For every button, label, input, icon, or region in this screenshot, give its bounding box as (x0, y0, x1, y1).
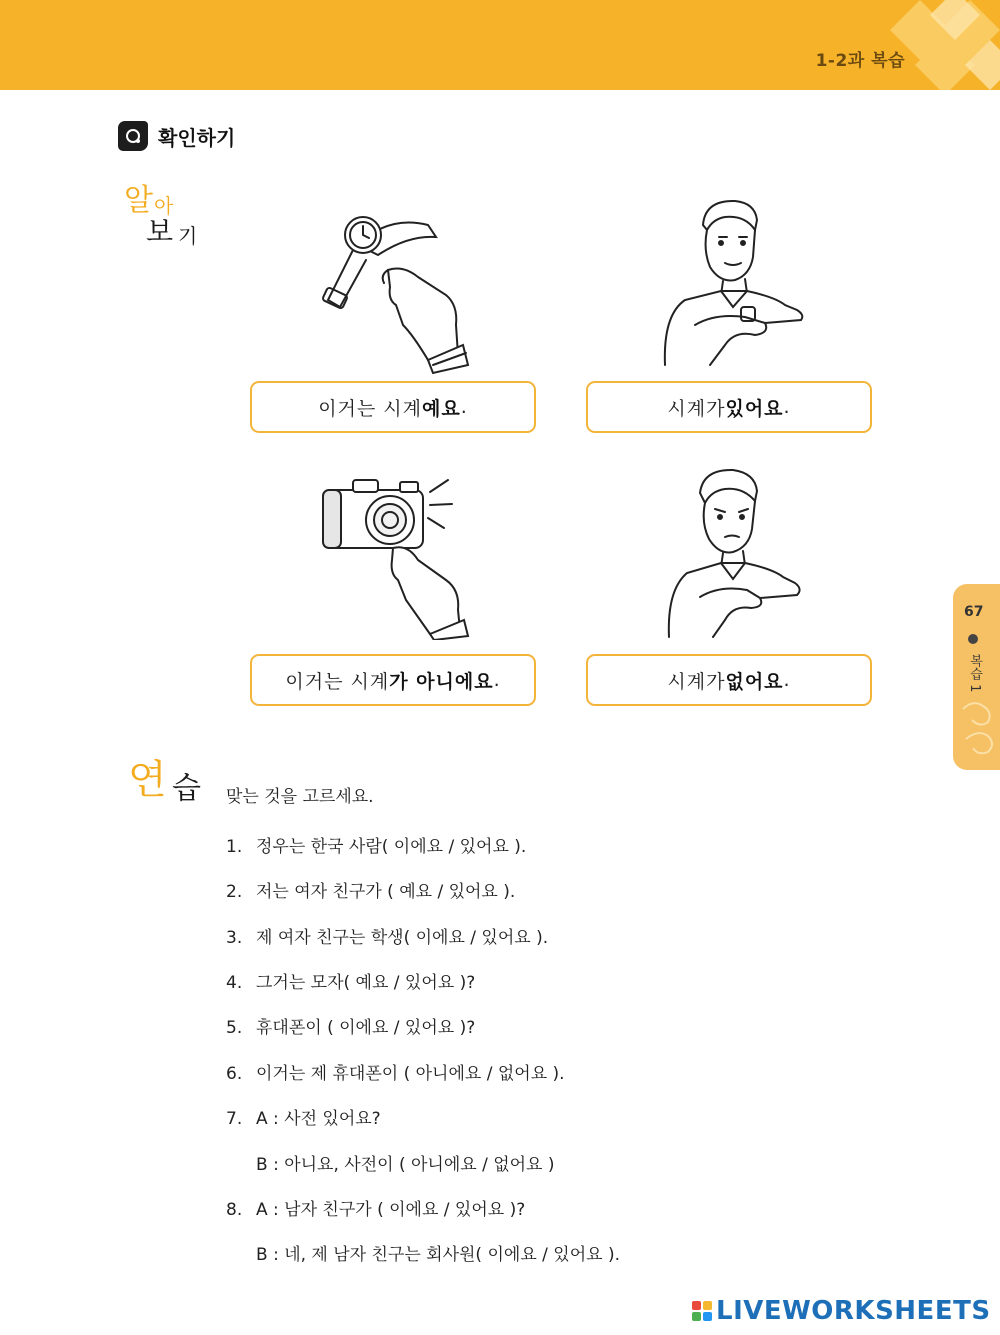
exercise-text[interactable]: 휴대폰이 ( 이에요 / 있어요 )? (256, 1018, 476, 1038)
man-checking-watch-illustration (655, 195, 805, 370)
exercise-number: 8. (226, 1200, 243, 1220)
sentence-box-4 (586, 654, 872, 706)
exercise-number: 5. (226, 1018, 243, 1038)
exercise-text[interactable]: 그거는 모자( 예요 / 있어요 )? (256, 973, 476, 993)
alabogi-char-1: 알 (124, 183, 153, 218)
section-title: 확인하기 (158, 125, 236, 150)
section-badge-icon (118, 121, 148, 151)
sentence-3-end: . (493, 669, 501, 691)
exercise-item-1[interactable] (226, 832, 526, 857)
sentence-box-1 (250, 381, 536, 433)
exercise-number: 3. (226, 928, 243, 948)
sentence-4-plain: 시계가 (667, 670, 726, 693)
sentence-box-2 (586, 381, 872, 433)
exercise-item-3[interactable] (226, 923, 548, 948)
exercise-item-5[interactable] (226, 1013, 475, 1038)
section-heading (118, 118, 235, 154)
sentence-2-end: . (783, 396, 791, 418)
sentence-1-end: . (460, 396, 468, 418)
sentence-1-bold: 예요 (422, 397, 461, 420)
exercise-item-8-answer-line[interactable]: B : 네, 제 남자 친구는 회사원( 이에요 / 있어요 ). (256, 1245, 620, 1265)
sentence-1-plain: 이거는 시계 (318, 397, 423, 420)
exercise-item-7[interactable] (226, 1104, 381, 1129)
sentence-2-bold: 있어요 (725, 397, 784, 420)
alabogi-label (124, 183, 214, 250)
sentence-2-plain: 시계가 (667, 397, 726, 420)
exercise-number: 7. (226, 1109, 243, 1129)
watch-pointing-illustration (318, 205, 478, 375)
header-bar (0, 0, 1000, 90)
exercise-item-4[interactable] (226, 968, 475, 993)
exercise-text[interactable]: 이거는 제 휴대폰이 ( 아니에요 / 없어요 ). (256, 1064, 565, 1084)
side-page-tab (953, 584, 1000, 770)
exercise-text[interactable]: A : 사전 있어요? (256, 1109, 381, 1129)
liveworksheets-brand: LIVEWORKSHEETS (716, 1296, 991, 1326)
alabogi-char-4: 기 (178, 224, 198, 248)
camera-pointing-illustration (318, 470, 478, 640)
side-tab-label: 복습 1 (967, 654, 982, 693)
practice-title-char-1: 연 (128, 757, 167, 803)
exercise-number: 4. (226, 973, 243, 993)
sentence-3-bold: 가 아니에요 (389, 670, 494, 693)
exercise-number: 6. (226, 1064, 243, 1084)
cloud-pattern-icon (958, 694, 998, 764)
practice-title-char-2: 습 (172, 771, 201, 806)
man-without-watch-illustration (655, 465, 805, 640)
exercise-text[interactable]: 정우는 한국 사람( 이에요 / 있어요 ). (256, 837, 527, 857)
sentence-3-plain: 이거는 시계 (285, 670, 390, 693)
practice-instruction: 맞는 것을 고르세요. (226, 787, 374, 807)
alabogi-char-3: 보 (146, 215, 174, 248)
exercise-item-7-answer-line[interactable]: B : 아니요, 사전이 ( 아니에요 / 없어요 ) (256, 1155, 555, 1175)
page-number: 67 (964, 604, 984, 620)
sentence-4-bold: 없어요 (725, 670, 784, 693)
dot-icon (968, 634, 978, 644)
exercise-item-8[interactable] (226, 1195, 525, 1220)
exercise-number: 2. (226, 882, 243, 902)
liveworksheets-logo[interactable] (692, 1296, 991, 1326)
exercise-text[interactable]: A : 남자 친구가 ( 이에요 / 있어요 )? (256, 1200, 526, 1220)
alabogi-char-2: 아 (154, 194, 174, 218)
sentence-4-end: . (783, 669, 791, 691)
exercise-item-6[interactable] (226, 1059, 565, 1084)
diamond-pattern-icon (840, 0, 1000, 90)
sentence-box-3 (250, 654, 536, 706)
chapter-label: 1-2과 복습 (815, 51, 905, 71)
exercise-text[interactable]: 저는 여자 친구가 ( 예요 / 있어요 ). (256, 882, 516, 902)
exercise-item-2[interactable] (226, 877, 515, 902)
exercise-text[interactable]: 제 여자 친구는 학생( 이에요 / 있어요 ). (256, 928, 549, 948)
logo-squares-icon (692, 1301, 712, 1321)
exercise-number: 1. (226, 837, 243, 857)
